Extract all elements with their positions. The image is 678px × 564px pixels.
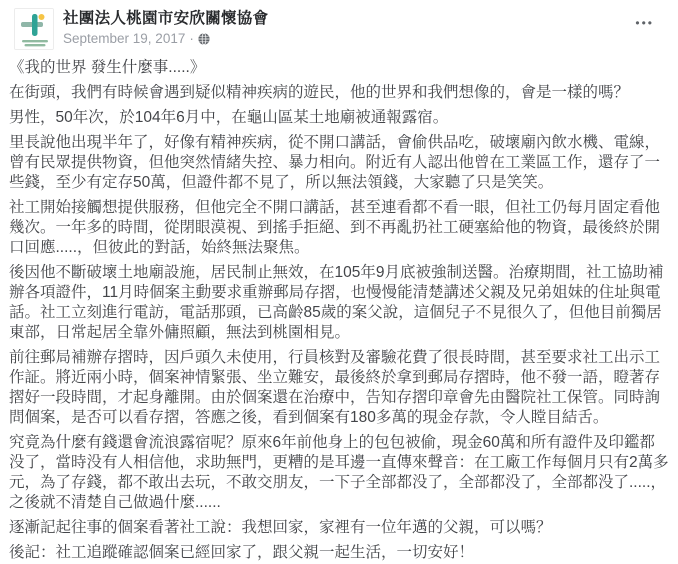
post-paragraph: 後因他不斷破壞土地廟設施，居民制止無效，在105年9月底被強制送醫。治療期間，社工協助補辦各項證件，11月時個案主動要求重辦郵局存摺，也慢慢能清楚講述父親及兄弟姐妹的住址與電話。社工立刻進行電訪，電話那頭，已高齡85歲的案父說，這個兒子不見很久了，但他目前獨居東部，日常起居全靠外傭照顧，無法到桃園相見。 <box>9 264 664 341</box>
post-paragraph: 男性，50年次，於104年6月中，在龜山區某土地廟被通報露宿。 <box>9 109 449 126</box>
page-avatar[interactable] <box>14 8 54 50</box>
privacy-globe-icon <box>198 33 210 45</box>
post-paragraph: 究竟為什麼有錢還會流浪露宿呢？原來6年前他身上的包包被偷，現金60萬和所有證件及印鑑都没了，當時没有人相信他，求助無門，更糟的是耳邊一直傳來聲音：在工廠工作每個月只有2萬多元，為了存錢，都不敢出去玩，不敢交朋友，一下子全部都没了，全部都没了，全部都没了.....，之後就不清楚自己做過什麼...... <box>9 434 669 511</box>
post-paragraph: 社工開始接觸想提供服務，但他完全不開口講話，甚至連看都不看一眼，但社工仍每月固定看他幾次。一年多的時間，從閉眼漠視、到搖手拒絕、到不再亂扔社工硬塞給他的物資，最後終於開口回應.....，但彼此的對話，始終無法聚焦。 <box>9 199 661 256</box>
post-paragraph: 逐漸記起往事的個案看著社工說：我想回家，家裡有一位年邁的父親，可以嗎？ <box>9 519 552 536</box>
post-paragraph: 前往郵局補辦存摺時，因戶頭久未使用，行員核對及審驗花費了很長時間，甚至要求社工出示工作証。將近兩小時，個案神情緊張、坐立難安，最後終於拿到郵局存摺時，他不發一語，瞪著存摺好一段時間，才起身離開。由於個案還在治療中，告知存摺印章會先由醫院社工保管。同時詢問個案，是否可以看存摺，答應之後，看到個案有180多萬的現金存款，令人瞠目結舌。 <box>9 349 661 426</box>
post-text <box>0 58 678 563</box>
org-logo-icon <box>15 9 54 50</box>
post-paragraph: 里長說他出現半年了，好像有精神疾病，從不開口講話，會偷供品吃，破壞廟內飲水機、電線，曾有民眾提供物資，但他突然情緒失控、暴力相向。附近有人認出他曾在工業區工作，還存了一些錢，至少有定存50萬，但證件都不見了，所以無法領錢，大家聽了只是笑笑。 <box>9 134 661 191</box>
meta-separator: · <box>189 31 194 46</box>
post-paragraph: 《我的世界 發生什麼事.....》 <box>9 59 206 76</box>
page-name-link[interactable]: 社團法人桃園市安欣關懷協會 <box>63 10 269 27</box>
post-paragraph: 在街頭，我們有時候會遇到疑似精神疾病的遊民，他的世界和我們想像的，會是一樣的嗎？ <box>9 84 630 101</box>
post-paragraph: 後記：社工追蹤確認個案已經回家了，跟父親一起生活，一切安好！ <box>9 544 475 561</box>
header-meta <box>63 8 268 47</box>
post-timestamp[interactable]: September 19, 2017 <box>63 31 186 46</box>
post-options-button[interactable]: ••• <box>635 16 654 30</box>
post-meta-line <box>63 31 268 47</box>
post-header <box>0 0 678 58</box>
